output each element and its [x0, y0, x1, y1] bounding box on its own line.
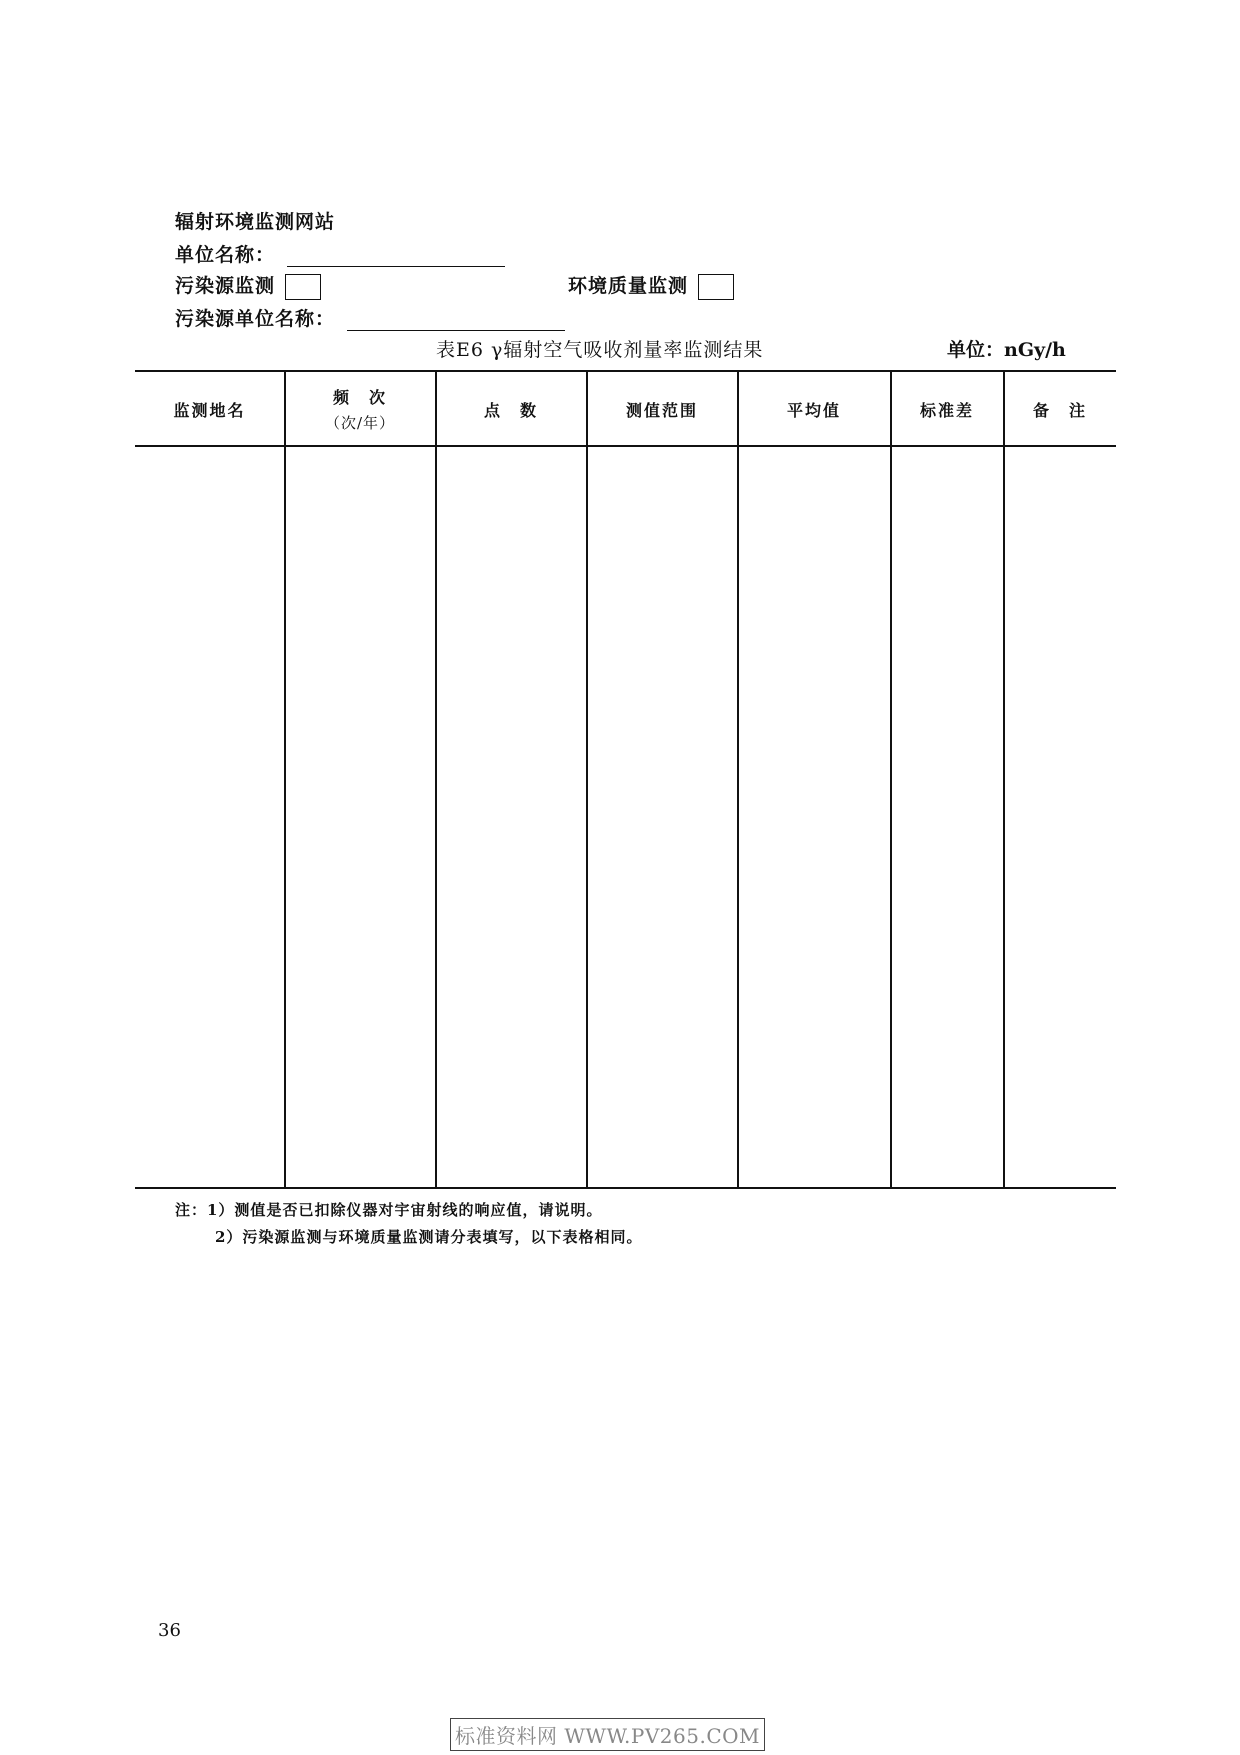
table-body[interactable]	[135, 447, 1116, 1187]
col-header-points	[436, 372, 586, 446]
pollution-unit-blank[interactable]	[347, 310, 565, 331]
col-header-sublabel: （次/年）	[324, 414, 396, 432]
pollution-monitor-label: 污染源监测	[175, 275, 276, 297]
pollution-monitor-checkbox[interactable]	[285, 274, 321, 300]
table-title: 表E6 γ辐射空气吸收剂量率监测结果	[436, 339, 764, 361]
watermark: 标准资料网 WWW.PV265.COM	[450, 1718, 765, 1751]
note-1: 注：1）测值是否已扣除仪器对宇宙射线的响应值，请说明。	[175, 1201, 603, 1219]
col-header-label: 标准差	[919, 400, 974, 420]
note-2: 2）污染源监测与环境质量监测请分表填写，以下表格相同。	[215, 1228, 643, 1246]
col-header-average	[738, 372, 890, 446]
pollution-monitor-row	[175, 271, 321, 300]
unit-name-row	[175, 240, 505, 267]
col-header-label: 备 注	[1032, 400, 1087, 420]
unit-name-blank[interactable]	[287, 246, 505, 267]
col-header-frequency	[285, 372, 435, 446]
col-header-location	[135, 372, 284, 446]
table-unit: 单位：nGy/h	[947, 339, 1066, 361]
col-header-label: 平均值	[786, 400, 841, 420]
col-header-label: 频 次	[332, 388, 387, 407]
env-quality-checkbox[interactable]	[698, 274, 734, 300]
col-header-remarks	[1004, 372, 1116, 446]
col-header-range	[587, 372, 737, 446]
col-header-stddev	[891, 372, 1003, 446]
env-quality-label: 环境质量监测	[568, 275, 689, 297]
page-number: 36	[158, 1620, 181, 1641]
col-header-label: 监测地名	[173, 400, 246, 420]
station-title: 辐射环境监测网站	[175, 211, 336, 233]
pollution-unit-row	[175, 304, 565, 331]
unit-name-label: 单位名称：	[175, 244, 276, 266]
col-header-label: 点 数	[483, 400, 538, 420]
col-header-label: 测值范围	[625, 400, 698, 420]
table-bottom-rule	[135, 1187, 1116, 1189]
pollution-unit-label: 污染源单位名称：	[175, 308, 336, 330]
env-quality-row	[568, 271, 734, 300]
